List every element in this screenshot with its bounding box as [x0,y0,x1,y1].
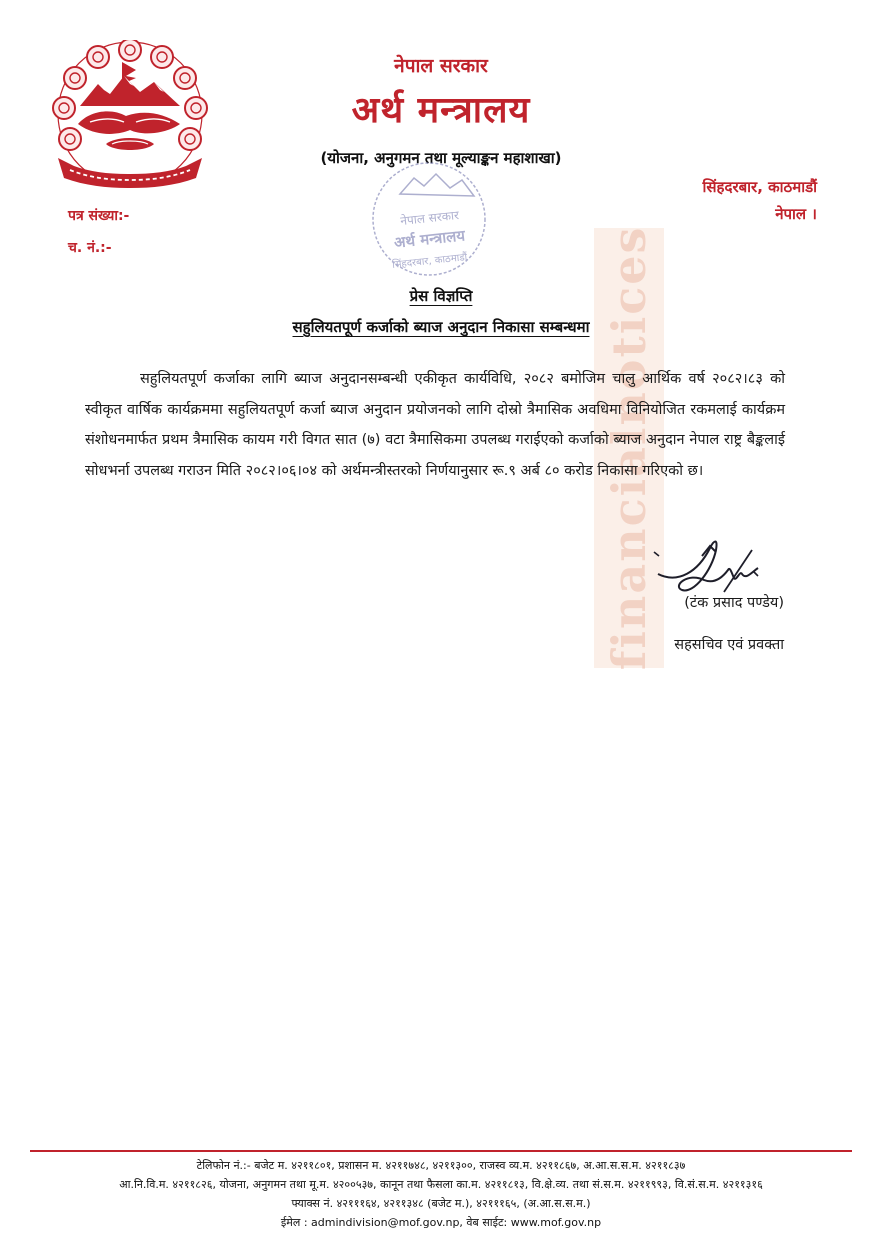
ministry-name: अर्थ मन्त्रालय [351,90,531,131]
notice-subject [0,317,882,337]
address-line-1: सिंहदरबार, काठमाडौं [702,178,817,196]
dispatch-number-label: च. नं.:- [68,240,112,256]
footer-contact-line: ईमेल : admindivision@mof.gov.np, वेब साईट: www.mof.gov.np [280,1216,602,1229]
signatory-designation: सहसचिव एवं प्रवक्ता [674,637,784,653]
address-line-2: नेपाल । [775,205,817,223]
stamp-line-2: अर्थ मन्त्रालय [393,226,466,252]
press-release-heading [0,286,882,306]
stamp-line-1: नेपाल सरकार [399,207,460,229]
footer-telephone-line-2: आ.नि.वि.म. ४२११८२६, योजना, अनुगमन तथा मू.म. ४२००५३७, कानून तथा फैसला का.म. ४२११८१३, वि.क्षे.व्य. तथा सं.स.म. ४२११९९३, वि.सं.स.म. ४२११३१६ [119,1178,763,1191]
notice-body: सहुलियतपूर्ण कर्जाका लागि ब्याज अनुदानसम्बन्धी एकीकृत कार्यविधि, २०८२ बमोजिम चालु आर्थिक वर्ष २०८२।८३ को स्वीकृत वार्षिक कार्यक्रममा सहुलियतपूर्ण कर्जा ब्याज अनुदान प्रयोजनको लागि दोस्रो त्रैमासिक अवधिमा विनियोजित रकमलाई कार्यक्रम संशोधनमार्फत प्रथम त्रैमासिक कायम गरी विगत सात (७) वटा त्रैमासिकमा उपलब्ध गराईएको कर्जाको ब्याज अनुदान नेपाल राष्ट्र बैङ्कलाई सोधभर्ना उपलब्ध गराउन मिति २०८२।०६।०४ को अर्थमन्त्रीस्तरको निर्णयानुसार रू.९ अर्ब ८० करोड निकासा गरिएको छ। [85,371,785,479]
notice-subject-text: सहुलियतपूर्ण कर्जाको ब्याज अनुदान निकासा सम्बन्धमा [292,318,590,336]
watermark-text: financialnotices [602,225,656,671]
signatory-name: (टंक प्रसाद पण्डेय) [684,595,784,611]
contact-footer [0,1156,882,1232]
letter-number-label: पत्र संख्या:- [68,208,130,224]
ministry-stamp-icon [370,160,488,278]
division-name: (योजना, अनुगमन तथा मूल्याङ्कन महाशाखा) [320,149,562,167]
footer-fax-line: फ्याक्स नं. ४२१११६४, ४२११३४८ (बजेट म.), ४२१११६५, (अ.आ.स.स.म.) [291,1197,591,1210]
footer-divider [30,1150,852,1152]
government-name: नेपाल सरकार [394,55,488,77]
stamp-line-3: सिंहदरबार, काठमाडौं [391,252,468,271]
footer-telephone-line: टेलिफोन नं.:- बजेट म. ४२११८०१, प्रशासन म. ४२११७४८, ४२११३००, राजस्व व्य.म. ४२११८६७, अ.आ.स.स.म. ४२११८३७ [196,1159,686,1172]
press-release-heading-text: प्रेस विज्ञप्ति [409,287,473,305]
office-address [703,174,817,228]
